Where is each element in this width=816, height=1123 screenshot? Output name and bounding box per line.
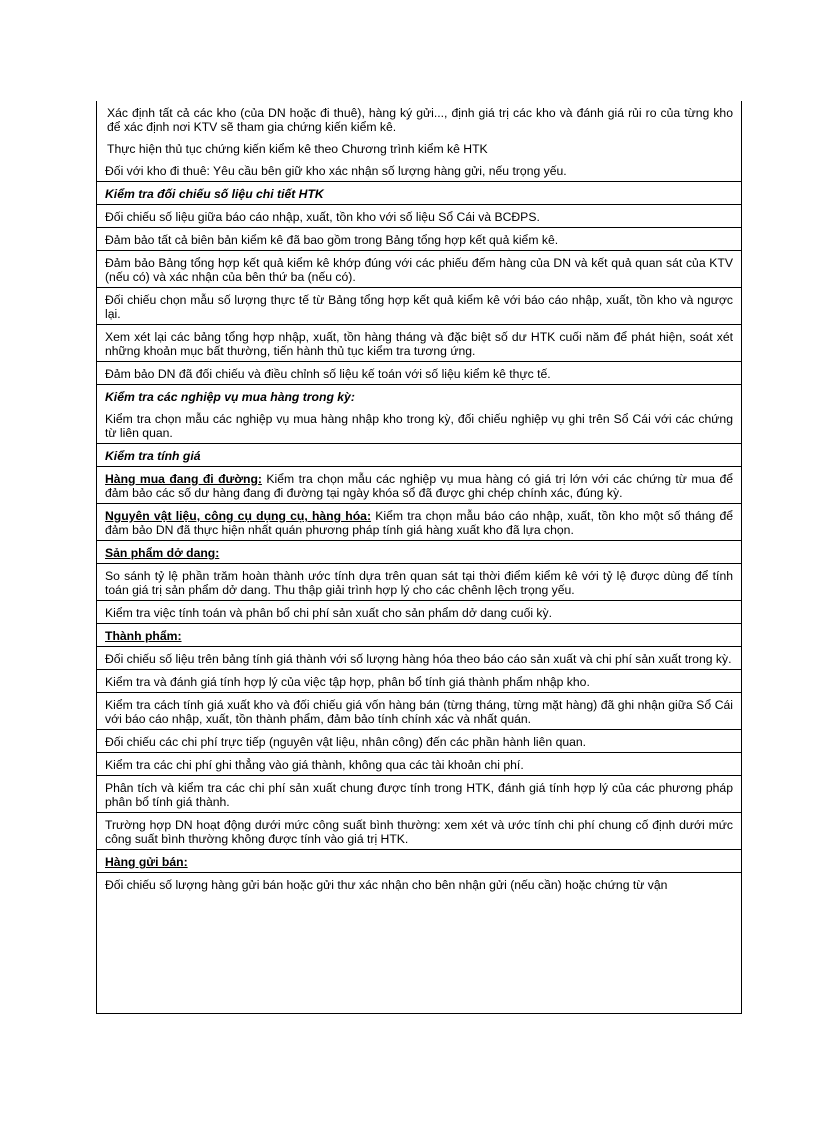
subsection-heading: Hàng gửi bán: bbox=[97, 849, 741, 872]
audit-procedure-table bbox=[96, 101, 742, 1014]
table-row: Đối chiếu số lượng hàng gửi bán hoặc gửi thư xác nhận cho bên nhận gửi (nếu cần) hoặc chứng từ vận bbox=[97, 872, 741, 895]
row-lead-label: Nguyên vật liệu, công cụ dụng cụ, hàng hóa: bbox=[105, 509, 372, 523]
table-row bbox=[97, 466, 741, 503]
subsection-heading: Thành phẩm: bbox=[97, 623, 741, 646]
row-text: Kiểm tra chọn mẫu báo cáo nhập, xuất, tồn kho một số tháng để đảm bảo DN đã thực hiện nhất quán phương pháp tính giá hàng xuất kho đã lựa chọn. bbox=[105, 509, 733, 537]
table-row: Kiểm tra cách tính giá xuất kho và đối chiếu giá vốn hàng bán (từng tháng, từng mặt hàng) đã ghi nhận giữa Sổ Cái với báo cáo nhập, xuất, tồn thành phẩm, đảm bảo tính chính xác và nhất quán. bbox=[97, 692, 741, 729]
table-row: Đối chiếu chọn mẫu số lượng thực tế từ Bảng tổng hợp kết quả kiểm kê với báo cáo nhập, xuất, tồn kho và ngược lại. bbox=[97, 287, 741, 324]
table-row: Đối chiếu các chi phí trực tiếp (nguyên vật liệu, nhân công) đến các phần hành liên quan. bbox=[97, 729, 741, 752]
table-row: Đối chiếu số liệu giữa báo cáo nhập, xuất, tồn kho với số liệu Sổ Cái và BCĐPS. bbox=[97, 204, 741, 227]
table-row: Đối với kho đi thuê: Yêu cầu bên giữ kho xác nhận số lượng hàng gửi, nếu trọng yếu. bbox=[105, 164, 567, 178]
subsection-heading: Sản phẩm dở dang: bbox=[97, 540, 741, 563]
table-row: Xác định tất cả các kho (của DN hoặc đi thuê), hàng ký gửi..., định giá trị các kho và đánh giá rủi ro của từng kho để xác định nơi KTV sẽ tham gia chứng kiến kiểm kê. bbox=[107, 106, 733, 134]
table-row: Kiểm tra chọn mẫu các nghiệp vụ mua hàng nhập kho trong kỳ, đối chiếu nghiệp vụ ghi trên Sổ Cái với các chứng từ liên quan. bbox=[105, 412, 733, 440]
table-row: Kiểm tra và đánh giá tính hợp lý của việc tập hợp, phân bổ tính giá thành phẩm nhập kho. bbox=[97, 669, 741, 692]
section-heading: Kiểm tra các nghiệp vụ mua hàng trong kỳ: bbox=[97, 384, 741, 407]
table-row: Đối chiếu số liệu trên bảng tính giá thành với số lượng hàng hóa theo báo cáo sản xuất và chi phí sản xuất trong kỳ. bbox=[97, 646, 741, 669]
row-text: Kiểm tra chọn mẫu các nghiệp vụ mua hàng có giá trị lớn với các chứng từ mua để đảm bảo các số dư hàng đang đi đường tại ngày khóa sổ đã được ghi chép chính xác, đúng kỳ. bbox=[105, 472, 733, 500]
table-row: So sánh tỷ lệ phần trăm hoàn thành ước tính dựa trên quan sát tại thời điểm kiểm kê với tỷ lệ được dùng để tính toán giá trị sản phẩm dở dang. Thu thập giải trình hợp lý cho các chênh lệch trọng yếu. bbox=[97, 563, 741, 600]
table-row: Đảm bảo DN đã đối chiếu và điều chỉnh số liệu kế toán với số liệu kiểm kê thực tế. bbox=[97, 361, 741, 384]
table-row: Đảm bảo Bảng tổng hợp kết quả kiểm kê khớp đúng với các phiếu đếm hàng của DN và kết quả quan sát của KTV (nếu có) và xác nhận của bên thứ ba (nếu có). bbox=[97, 250, 741, 287]
table-row: Kiểm tra các chi phí ghi thẳng vào giá thành, không qua các tài khoản chi phí. bbox=[97, 752, 741, 775]
row-lead-label: Hàng mua đang đi đường: bbox=[105, 472, 262, 486]
section-heading: Kiểm tra tính giá bbox=[97, 443, 741, 466]
table-row: Đảm bảo tất cả biên bản kiểm kê đã bao gồm trong Bảng tổng hợp kết quả kiểm kê. bbox=[97, 227, 741, 250]
table-row: Trường hợp DN hoạt động dưới mức công suất bình thường: xem xét và ước tính chi phí chung cố định dưới mức công suất bình thường không được tính vào giá trị HTK. bbox=[97, 812, 741, 849]
table-row: Thực hiện thủ tục chứng kiến kiểm kê theo Chương trình kiểm kê HTK bbox=[107, 142, 488, 156]
section-heading: Kiểm tra đối chiếu số liệu chi tiết HTK bbox=[97, 181, 741, 204]
table-row: Phân tích và kiểm tra các chi phí sản xuất chung được tính trong HTK, đánh giá tính hợp lý của các phương pháp phân bổ tính giá thành. bbox=[97, 775, 741, 812]
table-row: Xem xét lại các bảng tổng hợp nhập, xuất, tồn hàng tháng và đặc biệt số dư HTK cuối năm để phát hiện, soát xét những khoản mục bất thường, tiến hành thủ tục kiểm tra tương ứng. bbox=[97, 324, 741, 361]
table-row bbox=[97, 503, 741, 540]
table-row: Kiểm tra việc tính toán và phân bổ chi phí sản xuất cho sản phẩm dở dang cuối kỳ. bbox=[97, 600, 741, 623]
